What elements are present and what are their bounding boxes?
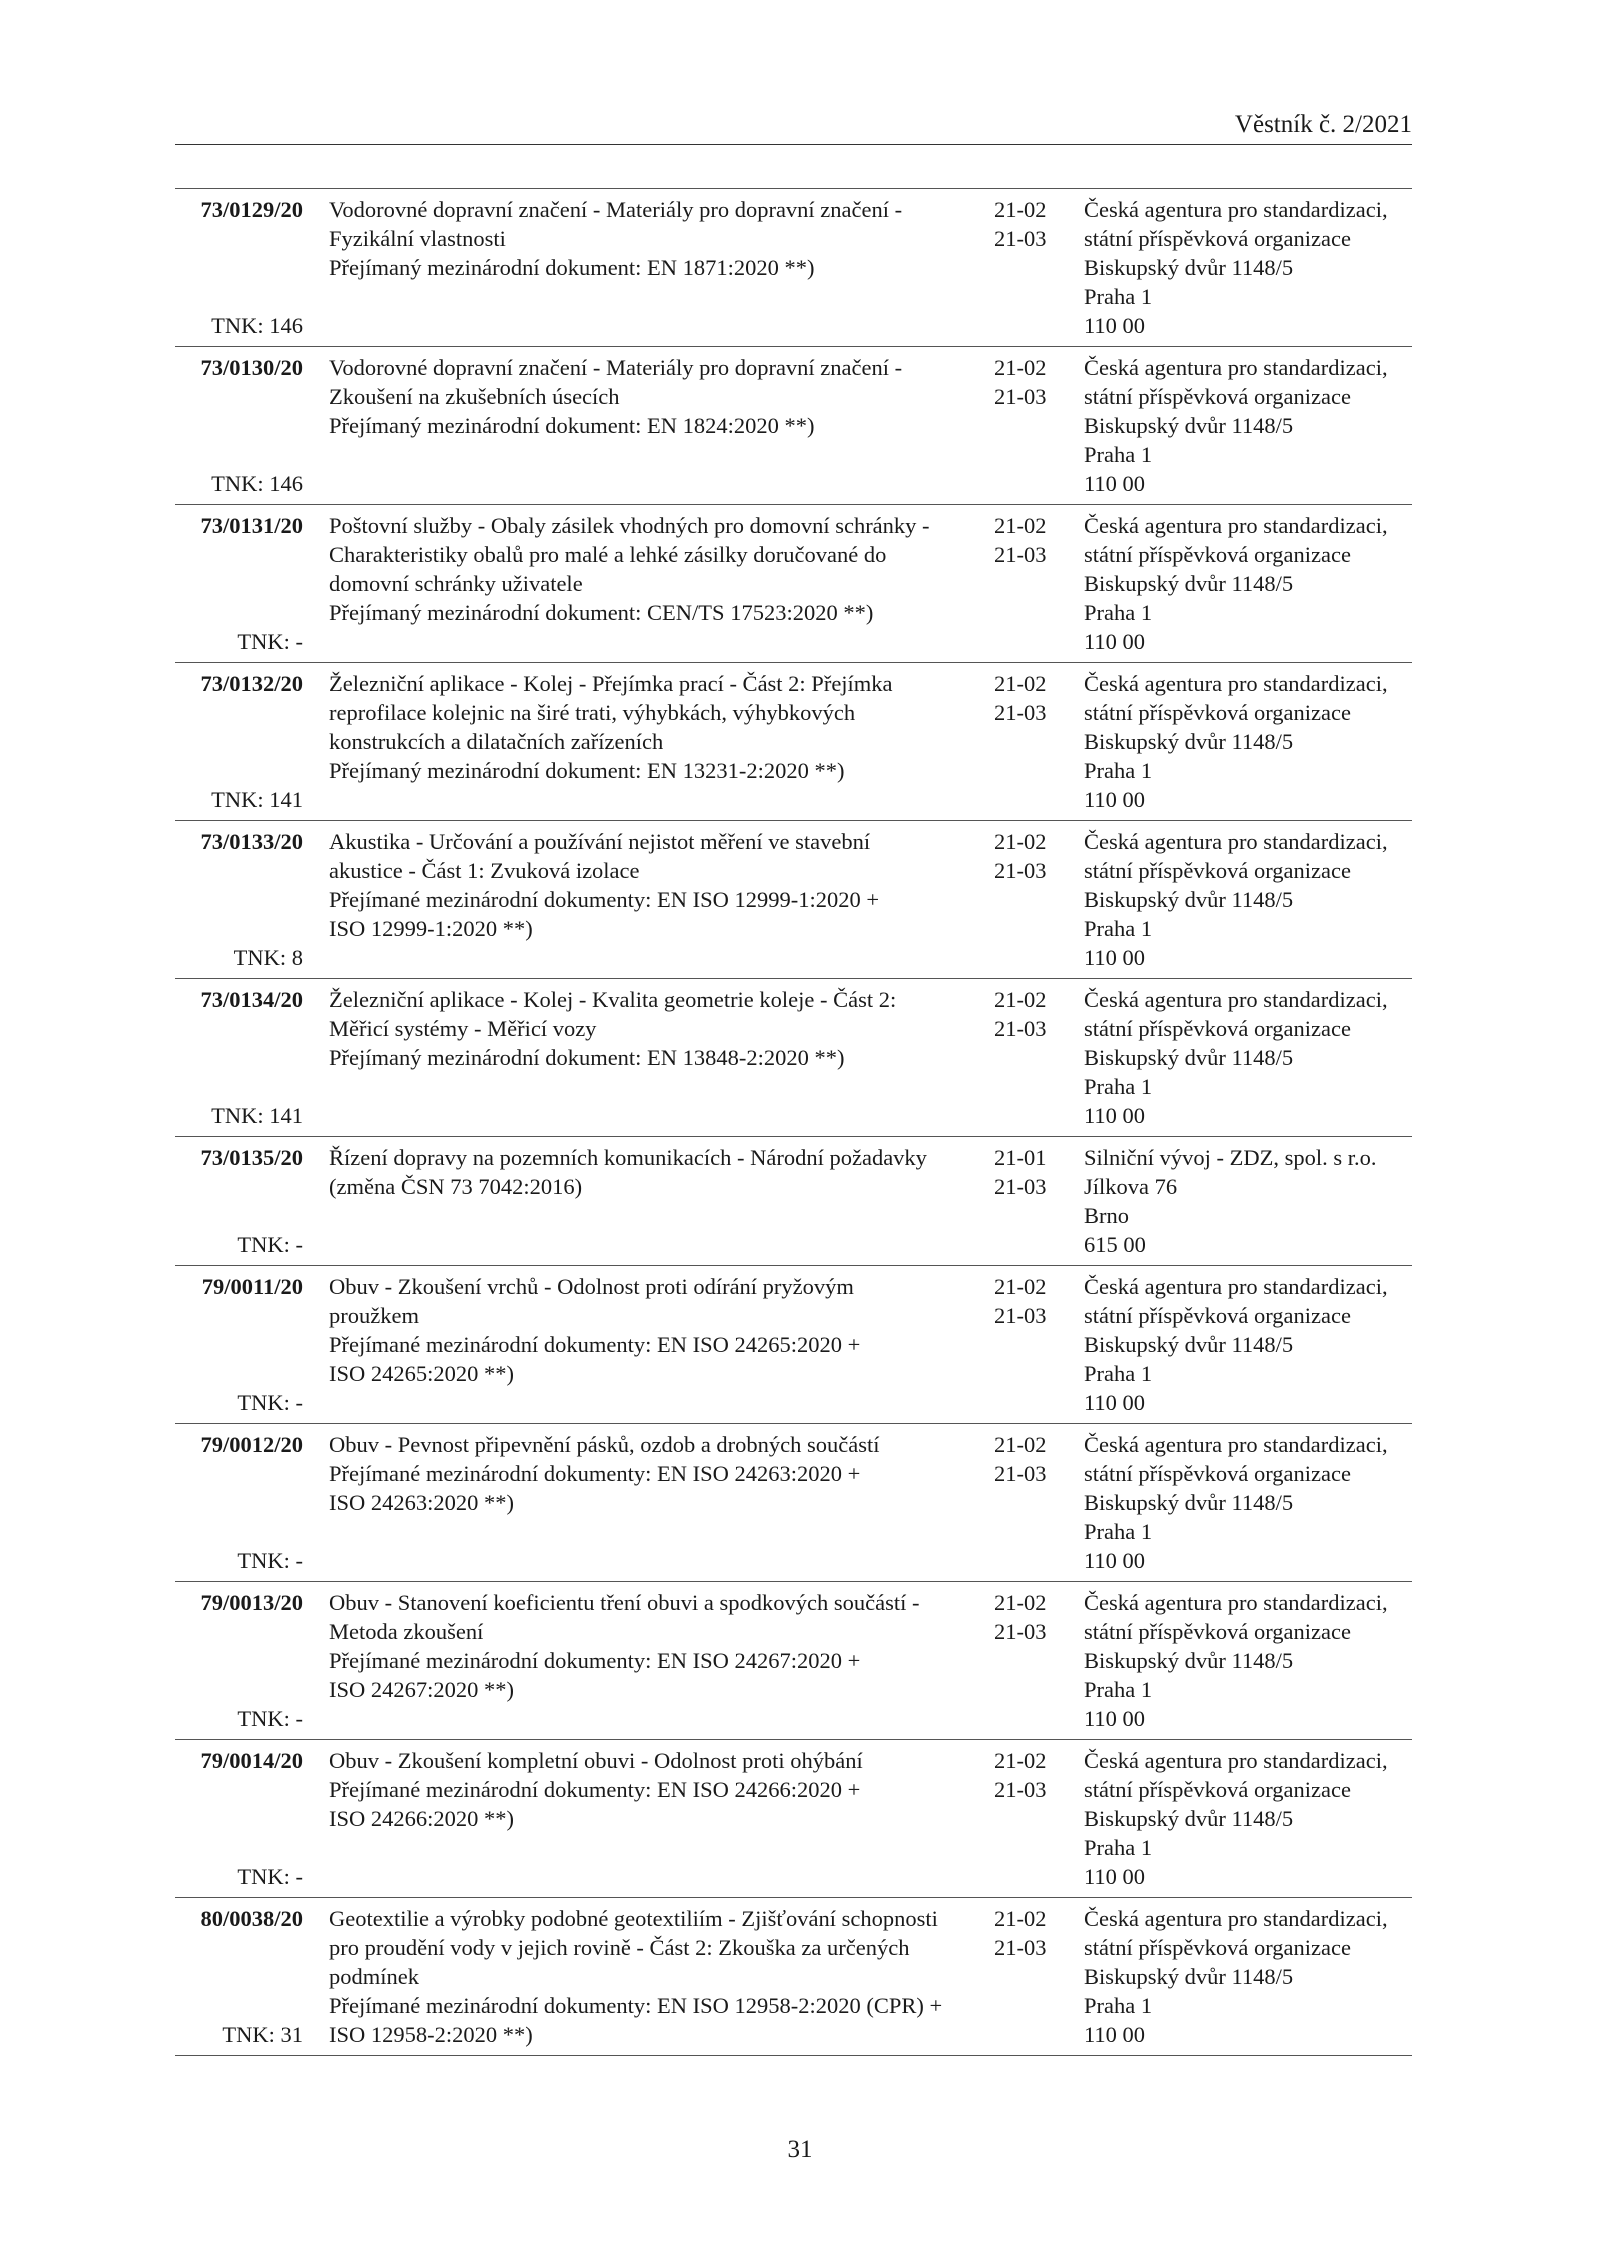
entry-processor-line: Brno [1084,1203,1129,1228]
entry-title [329,1588,992,1733]
standard-entry [175,1424,1412,1582]
entry-processor-line: Česká agentura pro standardizaci, [1084,355,1388,380]
entry-processor-line: Praha 1 [1084,1361,1153,1386]
entry-code: 21-02 [994,1748,1047,1773]
entry-number: 73/0129/20 [200,197,303,222]
entry-title-line: Přejímané mezinárodní dokumenty: EN ISO 24267:2020 + [329,1648,861,1673]
standard-entry [175,1898,1412,2056]
standard-entry [175,663,1412,821]
entry-processor-line: Biskupský dvůr 1148/5 [1084,255,1294,280]
entry-processor [1084,1143,1412,1259]
entry-title [329,1430,992,1575]
entry-processor-line: Biskupský dvůr 1148/5 [1084,1332,1294,1357]
entry-title-line: ISO 24265:2020 **) [329,1361,514,1386]
entry-title-line: Geotextilie a výrobky podobné geotextiliím - Zjišťování schopnosti [329,1906,938,1931]
entry-code: 21-03 [994,226,1047,251]
entry-codes [994,827,1074,972]
entry-title-line: Vodorovné dopravní značení - Materiály pro dopravní značení - [329,197,903,222]
entry-processor-line: státní příspěvková organizace [1084,700,1351,725]
entry-number: 79/0013/20 [200,1590,303,1615]
entry-code: 21-03 [994,1303,1047,1328]
entry-processor [1084,669,1412,814]
entry-title-line: Přejímané mezinárodní dokumenty: EN ISO 12999-1:2020 + [329,887,880,912]
entry-tnk: TNK: - [237,1706,303,1731]
entry-code: 21-03 [994,858,1047,883]
entry-processor-line: Česká agentura pro standardizaci, [1084,197,1388,222]
entry-processor-line: Biskupský dvůr 1148/5 [1084,1648,1294,1673]
entry-title-line: domovní schránky uživatele [329,571,583,596]
entry-title-line: Přejímaný mezinárodní dokument: EN 13848-2:2020 **) [329,1045,845,1070]
entry-processor-line: Praha 1 [1084,1519,1153,1544]
entry-id-column [175,669,303,814]
entry-title-line: ISO 12999-1:2020 **) [329,916,533,941]
entry-tnk: TNK: 31 [222,2022,303,2047]
entry-processor-line: Česká agentura pro standardizaci, [1084,1590,1388,1615]
entry-processor-line: Biskupský dvůr 1148/5 [1084,729,1294,754]
entry-code: 21-02 [994,355,1047,380]
entry-codes [994,1272,1074,1417]
entry-code: 21-02 [994,513,1047,538]
entry-title [329,1272,992,1417]
entry-processor-line: 110 00 [1084,313,1146,338]
entry-title-line: ISO 24263:2020 **) [329,1490,514,1515]
entry-title-line: reprofilace kolejnic na širé trati, výhybkách, výhybkových [329,700,856,725]
entry-code: 21-02 [994,1906,1047,1931]
entry-processor-line: Praha 1 [1084,1835,1153,1860]
entry-processor-line: státní příspěvková organizace [1084,1777,1351,1802]
entry-title-line: Měřicí systémy - Měřicí vozy [329,1016,597,1041]
entry-processor-line: Jílkova 76 [1084,1174,1178,1199]
entry-id-column [175,353,303,498]
entry-code: 21-03 [994,542,1047,567]
entry-processor [1084,353,1412,498]
entry-number: 79/0011/20 [201,1274,303,1299]
entry-code: 21-02 [994,197,1047,222]
entry-title [329,1746,992,1891]
entry-number: 79/0012/20 [200,1432,303,1457]
entry-processor-line: Praha 1 [1084,600,1153,625]
entry-title-line: Přejímaný mezinárodní dokument: EN 1824:2020 **) [329,413,815,438]
entry-processor-line: 110 00 [1084,787,1146,812]
entry-tnk: TNK: 141 [211,1103,303,1128]
entry-processor-line: Biskupský dvůr 1148/5 [1084,1964,1294,1989]
entry-number: 73/0131/20 [200,513,303,538]
entry-title-line: Zkoušení na zkušebních úsecích [329,384,620,409]
entry-id-column [175,985,303,1130]
entry-processor-line: Biskupský dvůr 1148/5 [1084,1045,1294,1070]
entry-processor-line: Praha 1 [1084,1993,1153,2018]
entry-number: 80/0038/20 [200,1906,303,1931]
entry-id-column [175,1904,303,2049]
entry-processor-line: 110 00 [1084,1864,1146,1889]
entry-processor-line: státní příspěvková organizace [1084,384,1351,409]
standard-entry [175,347,1412,505]
entry-title-line: Přejímané mezinárodní dokumenty: EN ISO 24266:2020 + [329,1777,861,1802]
journal-title: Věstník č. 2/2021 [1234,111,1412,138]
entry-title [329,827,992,972]
entry-title-line: akustice - Část 1: Zvuková izolace [329,858,640,883]
entry-id-column [175,1588,303,1733]
entry-title-line: ISO 24266:2020 **) [329,1806,514,1831]
entry-title-line: Poštovní služby - Obaly zásilek vhodných pro domovní schránky - [329,513,930,538]
entry-tnk: TNK: - [237,1864,303,1889]
entry-processor-line: Česká agentura pro standardizaci, [1084,987,1388,1012]
entry-tnk: TNK: - [237,1390,303,1415]
entry-codes [994,1430,1074,1575]
page-number: 31 [787,2136,813,2163]
entry-codes [994,669,1074,814]
entry-processor-line: státní příspěvková organizace [1084,858,1351,883]
entry-title-line: Fyzikální vlastnosti [329,226,506,251]
entry-number: 73/0132/20 [200,671,303,696]
standards-list [175,188,1412,2056]
entry-id-column [175,1430,303,1575]
entry-title-line: konstrukcích a dilatačních zařízeních [329,729,664,754]
entry-title [329,1904,992,2049]
entry-id-column [175,1143,303,1259]
entry-title-line: Přejímaný mezinárodní dokument: EN 13231-2:2020 **) [329,758,845,783]
entry-title [329,669,992,814]
entry-title-line: Charakteristiky obalů pro malé a lehké zásilky doručované do [329,542,887,567]
entry-code: 21-01 [994,1145,1047,1170]
header-rule [175,144,1412,145]
entry-processor-line: státní příspěvková organizace [1084,1935,1351,1960]
entry-processor [1084,827,1412,972]
standard-entry [175,1137,1412,1266]
entry-processor-line: Praha 1 [1084,442,1153,467]
entry-title-line: podmínek [329,1964,419,1989]
entry-tnk: TNK: 8 [233,945,303,970]
entry-title-line: Řízení dopravy na pozemních komunikacích - Národní požadavky [329,1145,927,1170]
entry-processor-line: 110 00 [1084,1390,1146,1415]
entry-title-line: ISO 24267:2020 **) [329,1677,514,1702]
entry-processor-line: Biskupský dvůr 1148/5 [1084,1806,1294,1831]
standard-entry [175,979,1412,1137]
entry-processor-line: Praha 1 [1084,916,1153,941]
entry-codes [994,511,1074,656]
entry-title [329,195,992,340]
entry-processor-line: Biskupský dvůr 1148/5 [1084,413,1294,438]
entry-title-line: Obuv - Stanovení koeficientu tření obuvi a spodkových součástí - [329,1590,920,1615]
entry-codes [994,1904,1074,2049]
entry-code: 21-03 [994,1777,1047,1802]
entry-tnk: TNK: 146 [211,313,303,338]
entry-processor [1084,1588,1412,1733]
entry-processor-line: 110 00 [1084,1103,1146,1128]
entry-processor-line: 110 00 [1084,1706,1146,1731]
entry-number: 73/0133/20 [200,829,303,854]
entry-processor [1084,195,1412,340]
entry-codes [994,985,1074,1130]
entry-processor [1084,1272,1412,1417]
standard-entry [175,188,1412,347]
entry-code: 21-02 [994,1432,1047,1457]
entry-processor-line: Praha 1 [1084,1074,1153,1099]
entry-code: 21-02 [994,671,1047,696]
entry-processor-line: 110 00 [1084,2022,1146,2047]
entry-number: 73/0134/20 [200,987,303,1012]
entry-title [329,1143,992,1259]
entry-processor-line: Česká agentura pro standardizaci, [1084,1748,1388,1773]
entry-processor-line: Biskupský dvůr 1148/5 [1084,571,1294,596]
entry-processor-line: Biskupský dvůr 1148/5 [1084,887,1294,912]
entry-processor-line: Česká agentura pro standardizaci, [1084,829,1388,854]
entry-code: 21-02 [994,1274,1047,1299]
entry-processor-line: 110 00 [1084,945,1146,970]
entry-title-line: Přejímaný mezinárodní dokument: EN 1871:2020 **) [329,255,815,280]
entry-processor-line: 615 00 [1084,1232,1146,1257]
entry-tnk: TNK: - [237,1548,303,1573]
entry-code: 21-03 [994,384,1047,409]
entry-tnk: TNK: 146 [211,471,303,496]
entry-processor-line: státní příspěvková organizace [1084,1461,1351,1486]
entry-title-line: pro proudění vody v jejich rovině - Část 2: Zkouška za určených [329,1935,910,1960]
entry-processor-line: 110 00 [1084,1548,1146,1573]
entry-number: 79/0014/20 [200,1748,303,1773]
entry-processor [1084,1746,1412,1891]
entry-title [329,985,992,1130]
entry-code: 21-03 [994,1016,1047,1041]
standard-entry [175,505,1412,663]
entry-codes [994,353,1074,498]
entry-processor-line: Česká agentura pro standardizaci, [1084,1432,1388,1457]
entry-id-column [175,195,303,340]
entry-processor [1084,1904,1412,2049]
entry-title-line: Přejímané mezinárodní dokumenty: EN ISO 24265:2020 + [329,1332,861,1357]
entry-number: 73/0130/20 [200,355,303,380]
entry-id-column [175,827,303,972]
entry-processor-line: Biskupský dvůr 1148/5 [1084,1490,1294,1515]
entry-title-line: Obuv - Pevnost připevnění pásků, ozdob a drobných součástí [329,1432,880,1457]
entry-processor-line: Česká agentura pro standardizaci, [1084,513,1388,538]
entry-processor-line: Praha 1 [1084,758,1153,783]
entry-title-line: Obuv - Zkoušení vrchů - Odolnost proti odírání pryžovým [329,1274,854,1299]
entry-title [329,511,992,656]
entry-code: 21-02 [994,987,1047,1012]
entry-processor-line: státní příspěvková organizace [1084,1016,1351,1041]
entry-title-line: Přejímané mezinárodní dokumenty: EN ISO 12958-2:2020 (CPR) + [329,1993,943,2018]
entry-processor-line: Česká agentura pro standardizaci, [1084,671,1388,696]
entry-processor-line: státní příspěvková organizace [1084,542,1351,567]
entry-processor-line: 110 00 [1084,629,1146,654]
entry-processor [1084,985,1412,1130]
entry-tnk: TNK: - [237,1232,303,1257]
entry-title-line: Přejímaný mezinárodní dokument: CEN/TS 17523:2020 **) [329,600,874,625]
entry-processor-line: 110 00 [1084,471,1146,496]
entry-title-line: ISO 12958-2:2020 **) [329,2022,533,2047]
entry-codes [994,1143,1074,1259]
entry-title-line: (změna ČSN 73 7042:2016) [329,1174,583,1199]
entry-code: 21-03 [994,1935,1047,1960]
entry-id-column [175,1272,303,1417]
entry-processor-line: Česká agentura pro standardizaci, [1084,1906,1388,1931]
entry-processor-line: Praha 1 [1084,284,1153,309]
standard-entry [175,1582,1412,1740]
entry-code: 21-02 [994,829,1047,854]
entry-number: 73/0135/20 [200,1145,303,1170]
entry-codes [994,195,1074,340]
entry-title-line: Vodorovné dopravní značení - Materiály pro dopravní značení - [329,355,903,380]
entry-processor-line: Česká agentura pro standardizaci, [1084,1274,1388,1299]
entry-title-line: proužkem [329,1303,419,1328]
entry-id-column [175,511,303,656]
entry-codes [994,1746,1074,1891]
entry-processor-line: státní příspěvková organizace [1084,1303,1351,1328]
entry-processor [1084,1430,1412,1575]
entry-title-line: Přejímané mezinárodní dokumenty: EN ISO 24263:2020 + [329,1461,861,1486]
entry-processor-line: Silniční vývoj - ZDZ, spol. s r.o. [1084,1145,1377,1170]
entry-processor [1084,511,1412,656]
entry-code: 21-03 [994,1461,1047,1486]
entry-id-column [175,1746,303,1891]
entry-title [329,353,992,498]
entry-title-line: Železniční aplikace - Kolej - Kvalita geometrie koleje - Část 2: [329,987,897,1012]
entry-tnk: TNK: - [237,629,303,654]
entry-title-line: Metoda zkoušení [329,1619,484,1644]
entry-codes [994,1588,1074,1733]
entry-title-line: Obuv - Zkoušení kompletní obuvi - Odolnost proti ohýbání [329,1748,863,1773]
entry-tnk: TNK: 141 [211,787,303,812]
standard-entry [175,1740,1412,1898]
entry-title-line: Železniční aplikace - Kolej - Přejímka prací - Část 2: Přejímka [329,671,893,696]
entry-processor-line: státní příspěvková organizace [1084,1619,1351,1644]
entry-code: 21-03 [994,1174,1047,1199]
standard-entry [175,821,1412,979]
entry-title-line: Akustika - Určování a používání nejistot měření ve stavební [329,829,871,854]
entry-code: 21-03 [994,700,1047,725]
entry-processor-line: státní příspěvková organizace [1084,226,1351,251]
entry-processor-line: Praha 1 [1084,1677,1153,1702]
entry-code: 21-03 [994,1619,1047,1644]
entry-code: 21-02 [994,1590,1047,1615]
standard-entry [175,1266,1412,1424]
